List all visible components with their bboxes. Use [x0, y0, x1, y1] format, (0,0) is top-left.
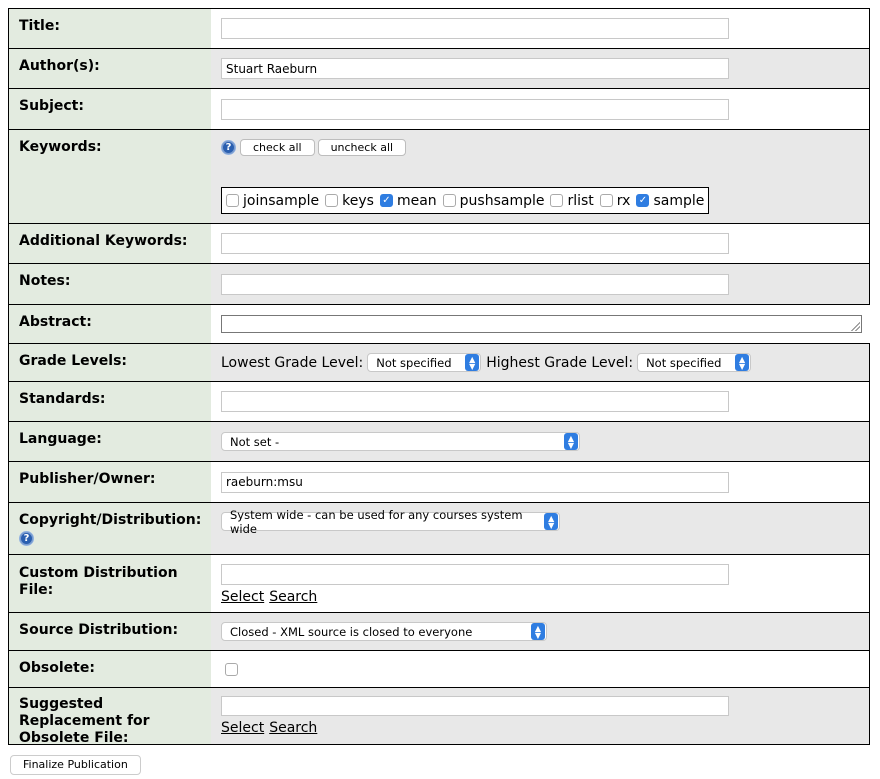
keywords-label: Keywords: — [9, 130, 211, 223]
row-standards — [9, 382, 869, 422]
abstract-label: Abstract: — [9, 305, 211, 343]
row-authors — [9, 49, 869, 89]
dropdown-arrows-icon: ▲ ▼ — [531, 623, 545, 640]
copyright-select[interactable] — [221, 507, 560, 536]
obsolete-checkbox[interactable] — [225, 663, 238, 676]
publisher-input[interactable] — [221, 472, 729, 493]
check-all-button[interactable]: check all — [240, 139, 315, 156]
keyword-checkbox[interactable] — [600, 194, 613, 207]
language-select[interactable] — [221, 432, 580, 451]
row-language — [9, 422, 869, 462]
dropdown-arrows-icon: ▲ ▼ — [465, 354, 479, 371]
keyword-checkbox-list — [221, 187, 709, 214]
standards-input[interactable] — [221, 391, 729, 412]
row-notes — [9, 264, 869, 305]
abstract-textarea[interactable] — [221, 315, 862, 333]
row-suggested-replacement — [9, 688, 869, 744]
lowest-grade-value: Not specified — [376, 355, 452, 370]
notes-input[interactable] — [221, 274, 729, 295]
custom-distribution-label: Custom Distribution File: — [9, 555, 211, 612]
help-question-icon[interactable]: ? — [19, 531, 34, 546]
additional-keywords-label: Additional Keywords: — [9, 224, 211, 263]
suggested-replacement-label: Suggested Replacement for Obsolete File: — [9, 688, 211, 744]
keyword-label: joinsample — [243, 192, 320, 209]
keyword-checkbox[interactable] — [636, 194, 649, 207]
copyright-value: System wide - can be used for any courses system wide — [230, 507, 523, 536]
notes-label: Notes: — [9, 264, 211, 304]
row-grade-levels — [9, 344, 869, 382]
row-subject — [9, 89, 869, 130]
keyword-option-keys[interactable] — [325, 193, 374, 209]
suggested-replacement-search-link[interactable]: Search — [269, 720, 318, 736]
highest-grade-value: Not specified — [646, 355, 722, 370]
uncheck-all-button[interactable]: uncheck all — [318, 139, 407, 156]
keyword-option-joinsample[interactable] — [226, 193, 319, 209]
source-distribution-select[interactable] — [221, 622, 547, 641]
dropdown-arrows-icon: ▲ ▼ — [735, 354, 749, 371]
standards-label: Standards: — [9, 382, 211, 421]
row-obsolete — [9, 651, 869, 688]
subject-label: Subject: — [9, 89, 211, 129]
title-label: Title: — [9, 9, 211, 48]
language-label: Language: — [9, 422, 211, 461]
checkmark-icon: ✓ — [638, 195, 648, 206]
custom-distribution-input[interactable] — [221, 564, 729, 585]
keyword-label: mean — [396, 192, 437, 209]
source-distribution-label: Source Distribution: — [9, 613, 211, 650]
row-keywords — [9, 130, 869, 224]
language-value: Not set - — [230, 434, 280, 449]
lowest-grade-label: Lowest Grade Level: — [221, 354, 364, 371]
row-title — [9, 9, 869, 49]
row-source-distribution — [9, 613, 869, 651]
keyword-label: rx — [616, 192, 631, 209]
keyword-option-sample[interactable] — [636, 193, 704, 209]
custom-distribution-search-link[interactable]: Search — [269, 589, 318, 605]
additional-keywords-input[interactable] — [221, 233, 729, 254]
keyword-checkbox[interactable] — [226, 194, 239, 207]
checkmark-icon: ✓ — [382, 195, 391, 206]
resize-grip-icon[interactable] — [850, 321, 860, 331]
publication-metadata-form — [8, 8, 870, 745]
row-custom-distribution — [9, 555, 869, 613]
obsolete-label: Obsolete: — [9, 651, 211, 687]
keyword-label: keys — [342, 192, 374, 209]
suggested-replacement-input[interactable] — [221, 696, 729, 716]
finalize-publication-button[interactable]: Finalize Publication — [10, 755, 141, 775]
keyword-checkbox[interactable] — [325, 194, 338, 207]
authors-input[interactable] — [221, 58, 729, 79]
dropdown-arrows-icon: ▲ ▼ — [564, 433, 578, 450]
keyword-checkbox[interactable] — [380, 194, 393, 207]
keyword-checkbox[interactable] — [550, 194, 563, 207]
keyword-option-pushsample[interactable] — [443, 193, 545, 209]
subject-input[interactable] — [221, 99, 729, 120]
custom-distribution-select-link[interactable]: Select — [221, 589, 265, 605]
suggested-replacement-select-link[interactable]: Select — [221, 720, 265, 736]
row-copyright — [9, 503, 869, 555]
source-distribution-value: Closed - XML source is closed to everyone — [230, 624, 473, 639]
highest-grade-label: Highest Grade Level: — [486, 354, 634, 371]
authors-label: Author(s): — [9, 49, 211, 88]
title-input[interactable] — [221, 18, 729, 39]
copyright-label: Copyright/Distribution: — [19, 512, 202, 528]
publisher-label: Publisher/Owner: — [9, 462, 211, 502]
row-publisher — [9, 462, 869, 503]
keyword-option-mean[interactable] — [380, 193, 437, 209]
keyword-label: sample — [653, 192, 705, 209]
dropdown-arrows-icon: ▲ ▼ — [544, 513, 558, 530]
lowest-grade-select[interactable] — [367, 353, 481, 372]
keyword-label: rlist — [567, 192, 594, 209]
keyword-option-rlist[interactable] — [550, 193, 593, 209]
row-additional-keywords — [9, 224, 869, 264]
row-abstract — [9, 305, 869, 344]
highest-grade-select[interactable] — [637, 353, 751, 372]
help-question-icon[interactable]: ? — [221, 140, 236, 155]
keyword-label: pushsample — [459, 192, 545, 209]
grade-levels-label: Grade Levels: — [9, 344, 211, 381]
keyword-option-rx[interactable] — [600, 193, 631, 209]
keyword-checkbox[interactable] — [443, 194, 456, 207]
